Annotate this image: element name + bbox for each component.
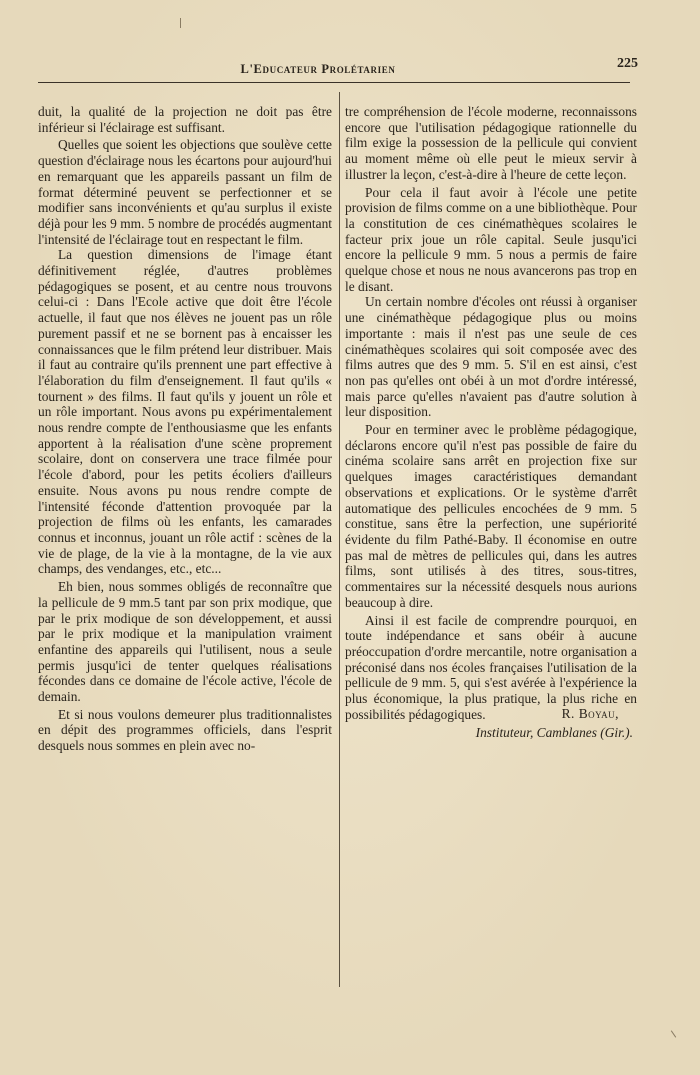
paragraph: Pour cela il faut avoir à l'école une petite provision de films comme on a une bibliothèque. Pour la constitution de ces cinémathèques scolaires le facteur prix joue un rôle capital. Seule jusqu'ici encore la pellicule 9 mm. 5 nous a permis de faire quelque chose et nous ne nous avancerons pas trop en le disant. [345, 184, 637, 294]
left-column [38, 104, 332, 754]
author-name: R. Boyau, [561, 706, 619, 722]
page-number: 225 [617, 56, 638, 71]
paragraph: Ainsi il est facile de comprendre pourquoi, en toute indépendance et sans obéir à aucune préoccupation d'ordre mercantile, notre organisation a préconisé dans nos écoles françaises l'utilisation de la pellicule de 9 mm. 5, qui s'est avérée à l'expérience la plus économique, la plus pratique, la plus riche en possibilités pédagogiques. [345, 612, 637, 722]
column-divider [339, 92, 340, 987]
author-role: Instituteur, Camblanes (Gir.). [475, 725, 633, 741]
right-column [345, 104, 637, 741]
paragraph: La question dimensions de l'image étant définitivement réglée, d'autres problèmes pédagogiques se posent, et au centre nous trouvons celui-ci : Dans l'Ecole active que doit être l'école actuelle, il faut que nos élèves ne jouent pas un rôle purement passif et ne se bornent pas à encaisser les connaissances que le film prétend leur distribuer. Mais il faut au contraire qu'ils prennent une part effective à l'élaboration du film d'enseignement. Il faut qu'ils « tournent » des films. Il faut qu'ils y jouent un rôle et un rôle important. Nous avons pu expérimentalement nous rendre compte de l'enthousiasme que les enfants apportent à la réalisation d'une scène proprement scolaire, dont on conservera une trace filmée pour l'école d'abord, pour les petits écoliers d'ailleurs ensuite. Nous avons pu nous rendre compte de l'intensité féconde d'attention provoquée par la projection de films où les enfants, les camarades connus et inconnus, jouant un rôle actif : scènes de la vie de plage, de la vie à la montagne, de la vie aux champs, des vendanges, etc., etc... [38, 247, 332, 577]
paper-mark [180, 18, 181, 28]
paragraph: Un certain nombre d'écoles ont réussi à organiser une cinémathèque pédagogique plus ou moins importante : mais il n'est pas une seule de ces cinémathèques scolaires qui soit composée avec des films autres que des 9 mm. 5. S'il en est ainsi, c'est non pas qu'elles ont obéi à un mot d'ordre intéressé, mais parce qu'elles n'avaient pas d'autre solution à leur disposition. [345, 294, 637, 420]
paragraph: duit, la qualité de la projection ne doit pas être inférieur si l'éclairage est suffisant. [38, 104, 332, 135]
header-rule [38, 82, 630, 83]
paragraph: Quelles que soient les objections que soulève cette question d'éclairage nous les écartons pour aujourd'hui en remarquant que les appareils passant un film de format déterminé peuvent se perfectionner et se modifier sans inconvénients et qu'au surplus il existe déjà pour les 9 mm. 5 nombre de procédés augmentant l'intensité de l'éclairage tout en respectant le film. [38, 137, 332, 247]
page-header [38, 56, 638, 80]
paper-mark [671, 1030, 676, 1037]
paragraph: Pour en terminer avec le problème pédagogique, déclarons encore qu'il n'est pas possible de faire du cinéma scolaire sans arrêt en projection fixe sur quelques images caractéristiques demandant observations et explications. Or le système d'arrêt automatique des pellicules encochées de 9 mm. 5 constitue, sans être la perfection, une supériorité évidente du film Pathé-Baby. Il économise en outre pas mal de mètres de pellicules qui, dans les autres films, sont utilisés à des titres, sous-titres, commentaires sur la nécessité desquels nous aurions beaucoup à dire. [345, 422, 637, 610]
running-title: L'Educateur Prolétarien [240, 62, 396, 76]
paragraph: Et si nous voulons demeurer plus traditionnalistes en dépit des programmes officiels, dans l'esprit desquels nous sommes en plein avec no- [38, 706, 332, 754]
paragraph: tre compréhension de l'école moderne, reconnaissons encore que l'utilisation pédagogique rationnelle du film exige la possession de la pellicule qui convient au moment même où elle peut le mieux servir à illustrer la leçon, c'est-à-dire à l'heure de cette leçon. [345, 104, 637, 182]
paragraph: Eh bien, nous sommes obligés de reconnaître que la pellicule de 9 mm.5 tant par son prix modique, que par le prix modique de son développement, et aussi par le prix modique et la manipulation vraiment enfantine des appareils qui l'utilisent, nous a seule permis jusqu'ici de tenter quelques réalisations fécondes dans ce domaine de l'école active, l'école de demain. [38, 579, 332, 705]
